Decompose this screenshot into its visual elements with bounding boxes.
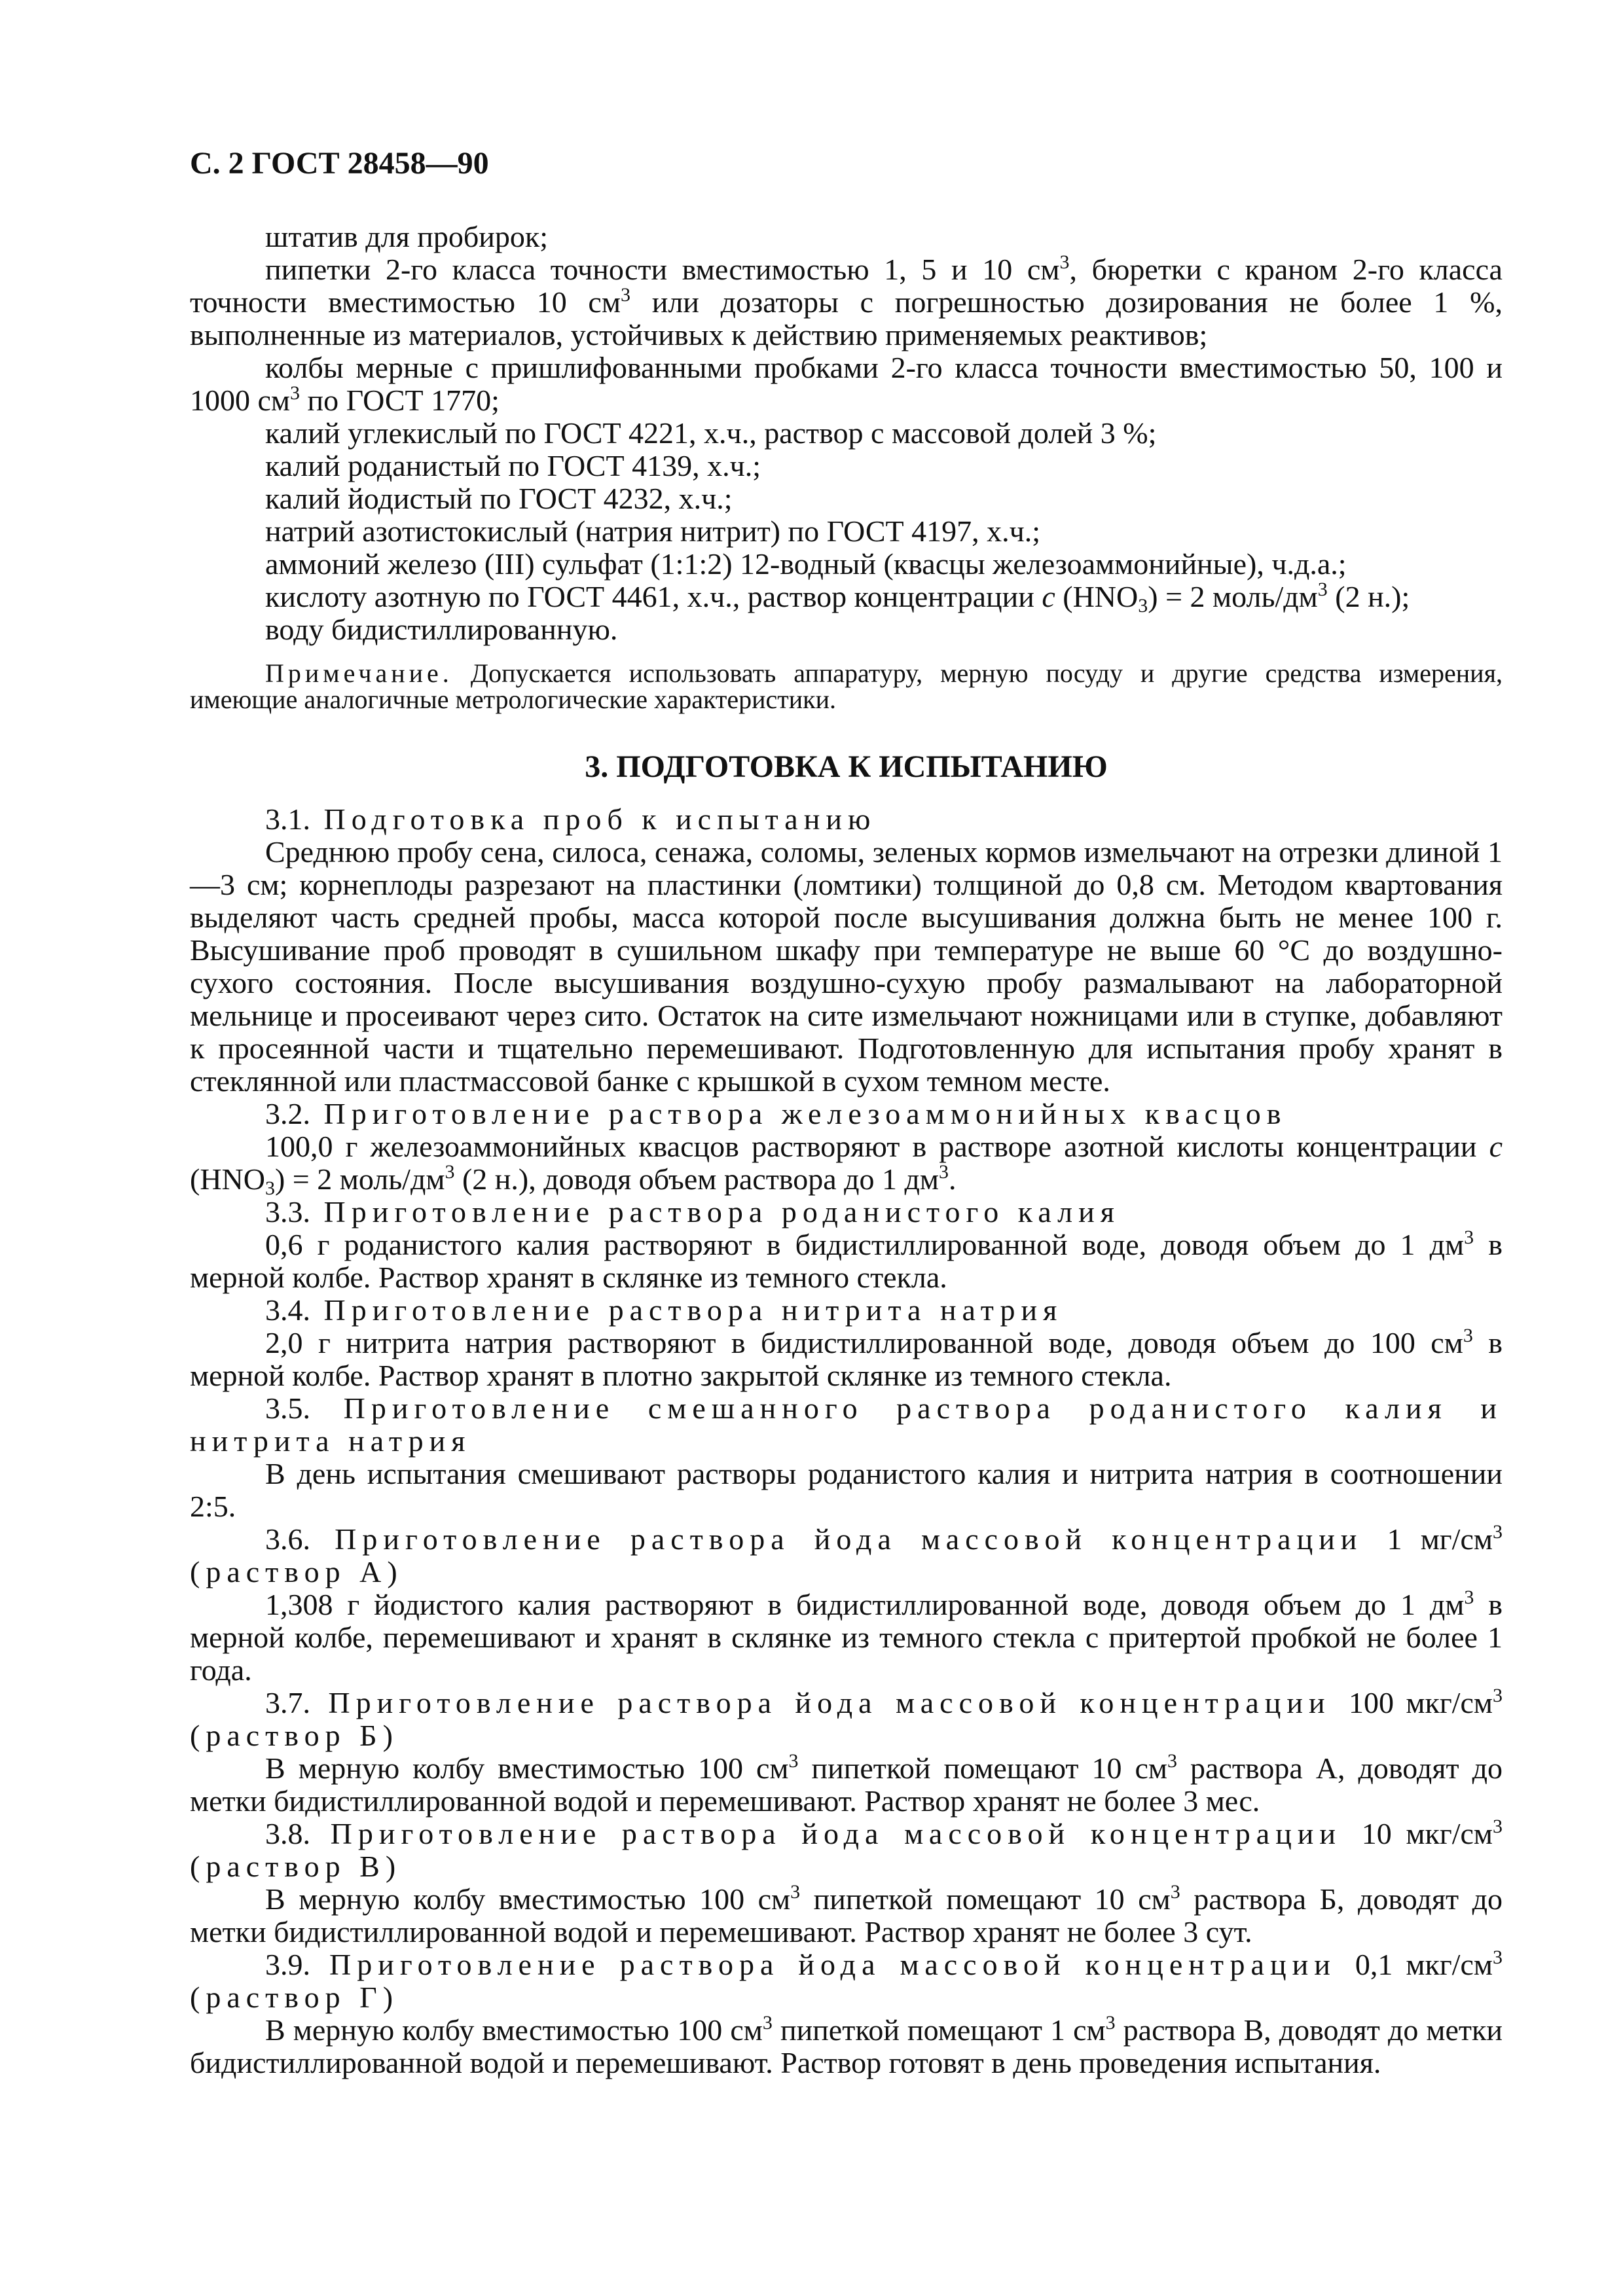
subsection-heading bbox=[190, 1196, 1503, 1229]
superscript: 3 bbox=[1317, 579, 1328, 600]
list-item bbox=[190, 351, 1503, 417]
item-text: (HNO bbox=[1055, 580, 1139, 613]
subsection-number: 3.8. bbox=[265, 1817, 310, 1850]
text: В мерную колбу вместимостью 100 см bbox=[265, 1882, 791, 1916]
text: в мерной колбе. Раствор хранят в склянке из темного стекла. bbox=[190, 1228, 1503, 1294]
item-text: натрий азотистокислый (натрия нитрит) по ГОСТ 4197, х.ч.; bbox=[265, 514, 1041, 548]
list-item bbox=[190, 417, 1503, 450]
subsection-number: 3.4. bbox=[265, 1293, 310, 1327]
concentration: 100 мкг/см bbox=[1348, 1686, 1493, 1719]
subsection-title: (раствор Б) bbox=[190, 1719, 399, 1752]
subsection-heading bbox=[190, 1098, 1503, 1130]
subsection-heading bbox=[190, 1687, 1503, 1752]
text: 1,308 г йодистого калия растворяют в бидистиллированной воде, доводя объем до 1 дм bbox=[265, 1588, 1465, 1621]
list-item bbox=[190, 613, 1503, 646]
italic-symbol: c bbox=[1042, 580, 1055, 613]
superscript: 3 bbox=[790, 1881, 801, 1903]
text: пипеткой помещают 1 см bbox=[772, 2013, 1106, 2047]
list-item bbox=[190, 450, 1503, 482]
subsection-number: 3.6. bbox=[265, 1522, 310, 1556]
text: раствора В, доводят до метки бидистиллированной водой и перемешивают. Раствор готовят в день проведения испытания. bbox=[190, 2013, 1503, 2079]
superscript: 3 bbox=[1492, 1521, 1503, 1543]
subsection-title: Приготовление раствора нитрита натрия bbox=[323, 1293, 1063, 1327]
concentration: 1 мг/см bbox=[1387, 1522, 1493, 1556]
item-text: или дозаторы с погрешностью дозирования не более 1 %, выполненные из материалов, устойчивых к действию применяемых реактивов; bbox=[190, 285, 1503, 351]
text: ) = 2 моль/дм bbox=[274, 1162, 445, 1196]
superscript: 3 bbox=[1059, 251, 1070, 273]
superscript: 3 bbox=[620, 284, 630, 306]
text: 2,0 г нитрита натрия растворяют в бидистиллированной воде, доводя объем до 100 см bbox=[265, 1326, 1463, 1359]
subsection-title: Приготовление раствора йода массовой концентрации bbox=[335, 1522, 1387, 1556]
list-item bbox=[190, 548, 1503, 581]
subsection-title: (раствор Г) bbox=[190, 1981, 399, 2014]
item-text: аммоний железо (III) сульфат (1:1:2) 12-водный (квасцы железоаммонийные), ч.д.а.; bbox=[265, 547, 1347, 581]
item-text: колбы мерные с пришлифованными пробками 2-го класса точности вместимостью 50, 100 и 1000 см bbox=[190, 351, 1503, 417]
list-item bbox=[190, 482, 1503, 515]
subsection-number: 3.3. bbox=[265, 1195, 310, 1229]
item-text: , бюретки с краном 2-го класса точности вместимостью 10 см bbox=[190, 253, 1503, 319]
superscript: 3 bbox=[1167, 1750, 1177, 1772]
subsection-heading bbox=[190, 1948, 1503, 2014]
subsection-title: Приготовление раствора железоаммонийных квасцов bbox=[323, 1097, 1287, 1130]
superscript: 3 bbox=[1493, 1816, 1503, 1837]
text: 100,0 г железоаммонийных квасцов растворяют в растворе азотной кислоты концентрации bbox=[265, 1130, 1489, 1163]
subscript: 3 bbox=[1138, 595, 1148, 617]
subsection-heading bbox=[190, 1294, 1503, 1327]
text: (2 н.), доводя объем раствора до 1 дм bbox=[454, 1162, 939, 1196]
subsection-number: 3.5. bbox=[265, 1391, 310, 1425]
paragraph: В день испытания смешивают растворы роданистого калия и нитрита натрия в соотношении 2:5. bbox=[190, 1457, 1503, 1523]
concentration: 10 мкг/см bbox=[1361, 1817, 1493, 1850]
text: пипеткой помещают 10 см bbox=[798, 1751, 1167, 1785]
subsection-number: 3.2. bbox=[265, 1097, 310, 1130]
paragraph bbox=[190, 1229, 1503, 1294]
paragraph bbox=[190, 1588, 1503, 1687]
superscript: 3 bbox=[1463, 1325, 1473, 1346]
subsection-title: Приготовление смешанного раствора роданистого калия и нитрита натрия bbox=[190, 1391, 1503, 1458]
subsection-number: 3.9. bbox=[265, 1948, 310, 1981]
superscript: 3 bbox=[445, 1161, 455, 1183]
paragraph bbox=[190, 1752, 1503, 1818]
superscript: 3 bbox=[939, 1161, 949, 1183]
item-text: калий углекислый по ГОСТ 4221, х.ч., раствор с массовой долей 3 %; bbox=[265, 416, 1157, 450]
subsection-title: Приготовление раствора йода массовой концентрации bbox=[329, 1948, 1355, 1981]
item-text: штатив для пробирок; bbox=[265, 220, 549, 253]
superscript: 3 bbox=[1464, 1227, 1474, 1248]
subsection-title: Подготовка проб к испытанию bbox=[323, 802, 877, 836]
item-text: по ГОСТ 1770; bbox=[300, 384, 500, 417]
subsection-heading bbox=[190, 1392, 1503, 1458]
superscript: 3 bbox=[1170, 1881, 1180, 1903]
list-item bbox=[190, 221, 1503, 253]
equipment-list bbox=[190, 221, 1503, 646]
item-text: калий йодистый по ГОСТ 4232, х.ч.; bbox=[265, 482, 733, 515]
note bbox=[190, 660, 1503, 713]
text: раствора Б, доводят до метки бидистиллированной водой и перемешивают. Раствор хранят не более 3 сут. bbox=[190, 1882, 1503, 1948]
list-item bbox=[190, 579, 1503, 617]
subsection-title: (раствор В) bbox=[190, 1850, 402, 1883]
item-text: кислоту азотную по ГОСТ 4461, х.ч., раствор концентрации bbox=[265, 580, 1042, 613]
subsection-title: Приготовление раствора йода массовой концентрации bbox=[330, 1817, 1362, 1850]
paragraph bbox=[190, 1327, 1503, 1392]
text: (HNO bbox=[190, 1162, 265, 1196]
paragraph bbox=[190, 2014, 1503, 2079]
note-label: Примечание. bbox=[265, 658, 453, 688]
subsection-title: (раствор А) bbox=[190, 1555, 403, 1588]
text: пипеткой помещают 10 см bbox=[800, 1882, 1171, 1916]
text: В мерную колбу вместимостью 100 см bbox=[265, 2013, 763, 2047]
note-text: Допускается использовать аппаратуру, мерную посуду и другие средства измерения, имеющие аналогичные метрологические характеристики. bbox=[190, 658, 1503, 714]
italic-symbol: c bbox=[1489, 1130, 1503, 1163]
subsection-heading bbox=[190, 803, 1503, 836]
item-text: (2 н.); bbox=[1327, 580, 1410, 613]
text: 0,6 г роданистого калия растворяют в бидистиллированной воде, доводя объем до 1 дм bbox=[265, 1228, 1465, 1261]
text: раствора А, доводят до метки бидистиллированной водой и перемешивают. Раствор хранят не более 3 мес. bbox=[190, 1751, 1503, 1818]
subsection-heading bbox=[190, 1523, 1503, 1588]
list-item bbox=[190, 515, 1503, 548]
paragraph: Среднюю пробу сена, силоса, сенажа, соломы, зеленых кормов измельчают на отрезки длиной 1—3 см; корнеплоды разрезают на пластинки (ломтики) толщиной до 0,8 см. Методом квартования выделяют часть средней пробы, масса которой после высушивания должна быть не менее 100 г. Высушивание проб проводят в сушильном шкафу при температуре не выше 60 °С до воздушно-сухого состояния. После высушивания воздушно-сухую пробу размалывают на лабораторной мельнице и просеивают через сито. Остаток на сите измельчают ножницами или в ступке, добавляют к просеянной части и тщательно перемешивают. Подготовленную для испытания пробу хранят в стеклянной или пластмассовой банке с крышкой в сухом темном месте. bbox=[190, 835, 1503, 1098]
text: в мерной колбе. Раствор хранят в плотно закрытой склянке из темного стекла. bbox=[190, 1326, 1503, 1392]
text: В мерную колбу вместимостью 100 см bbox=[265, 1751, 789, 1785]
section-title: 3. ПОДГОТОВКА К ИСПЫТАНИЮ bbox=[585, 749, 1108, 784]
item-text: пипетки 2-го класса точности вместимостью 1, 5 и 10 см bbox=[265, 253, 1060, 286]
page-header: С. 2 ГОСТ 28458—90 bbox=[190, 146, 489, 181]
concentration: 0,1 мкг/см bbox=[1355, 1948, 1493, 1981]
superscript: 3 bbox=[1105, 2012, 1116, 2034]
subsection-title: Приготовление раствора йода массовой концентрации bbox=[328, 1686, 1349, 1719]
superscript: 3 bbox=[1493, 1685, 1503, 1706]
list-item bbox=[190, 253, 1503, 351]
superscript: 3 bbox=[762, 2012, 773, 2034]
superscript: 3 bbox=[1493, 1946, 1503, 1968]
subsection-heading bbox=[190, 1818, 1503, 1883]
paragraph bbox=[190, 1883, 1503, 1948]
subsection-title: Приготовление раствора роданистого калия bbox=[323, 1195, 1120, 1229]
subsection-number: 3.1. bbox=[265, 802, 310, 836]
superscript: 3 bbox=[1464, 1587, 1474, 1608]
superscript: 3 bbox=[788, 1750, 799, 1772]
text: . bbox=[949, 1162, 957, 1196]
superscript: 3 bbox=[290, 382, 301, 404]
item-text: ) = 2 моль/дм bbox=[1148, 580, 1318, 613]
item-text: воду бидистиллированную. bbox=[265, 613, 618, 646]
document-page bbox=[190, 147, 1503, 2079]
subsection-number: 3.7. bbox=[265, 1686, 310, 1719]
text: в мерной колбе, перемешивают и хранят в склянке из темного стекла с притертой пробкой не более 1 года. bbox=[190, 1588, 1503, 1687]
item-text: калий роданистый по ГОСТ 4139, х.ч.; bbox=[265, 449, 761, 482]
paragraph bbox=[190, 1130, 1503, 1199]
subscript: 3 bbox=[264, 1177, 275, 1199]
